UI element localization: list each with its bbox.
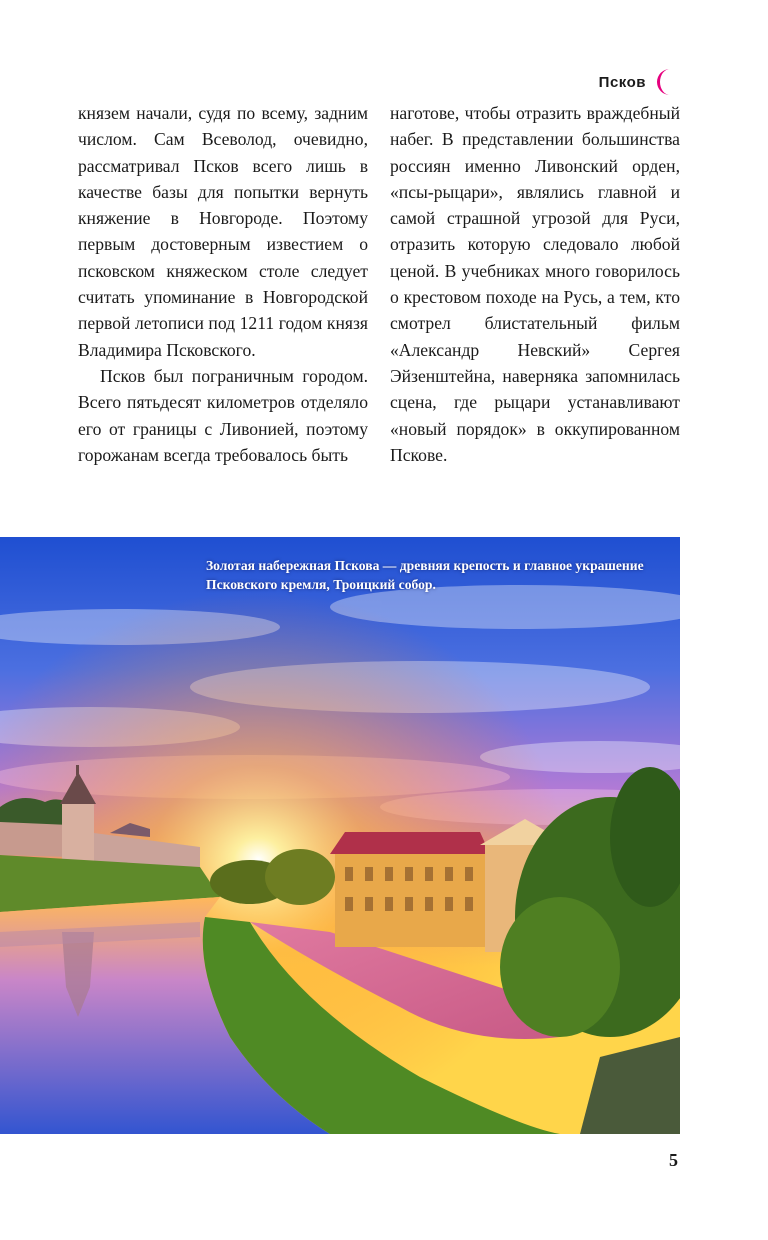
paragraph: Псков был пограничным городом. Всего пятьдесят километров отделяло его от границы с Ливонией, поэтому горожанам всегда требовалось быть — [78, 365, 368, 465]
paragraph: наготове, чтобы отразить враждебный набег. В представлении большинства россиян именно Ливонский орден, «псы-рыцари», являлись главной и самой страшной угрозой для Руси, отразить которую следовало любой ценой. В учебниках много говорилось о крестовом походе на Русь, а тем, кто смотрел блистательный фильм «Александр Невский» Сергея Эйзенштейна, наверняка запомнилась сцена, где рыцари устанавливают «новый порядок» в оккупированном Пскове. — [390, 103, 680, 465]
text-column-left — [78, 100, 368, 468]
running-header — [599, 68, 680, 96]
crescent-icon — [652, 68, 680, 96]
page-number: 5 — [669, 1150, 678, 1170]
text-column-right — [390, 100, 680, 468]
paragraph: князем начали, судя по всему, задним числом. Сам Всеволод, очевидно, рассматривал Псков всего лишь в качестве базы для попытки вернуть княжение в Новгороде. Поэтому первым достоверным известием о псковском княжеском столе следует считать упоминание в Новгородской первой летописи под 1211 годом князя Владимира Псковского. — [78, 103, 368, 360]
photo-caption: Золотая набережная Пскова — древняя крепость и главное украшение Псковского кремля, Троицкий собор. — [206, 558, 644, 592]
pskov-embankment-photo — [0, 537, 680, 1134]
section-title: Псков — [598, 73, 646, 91]
